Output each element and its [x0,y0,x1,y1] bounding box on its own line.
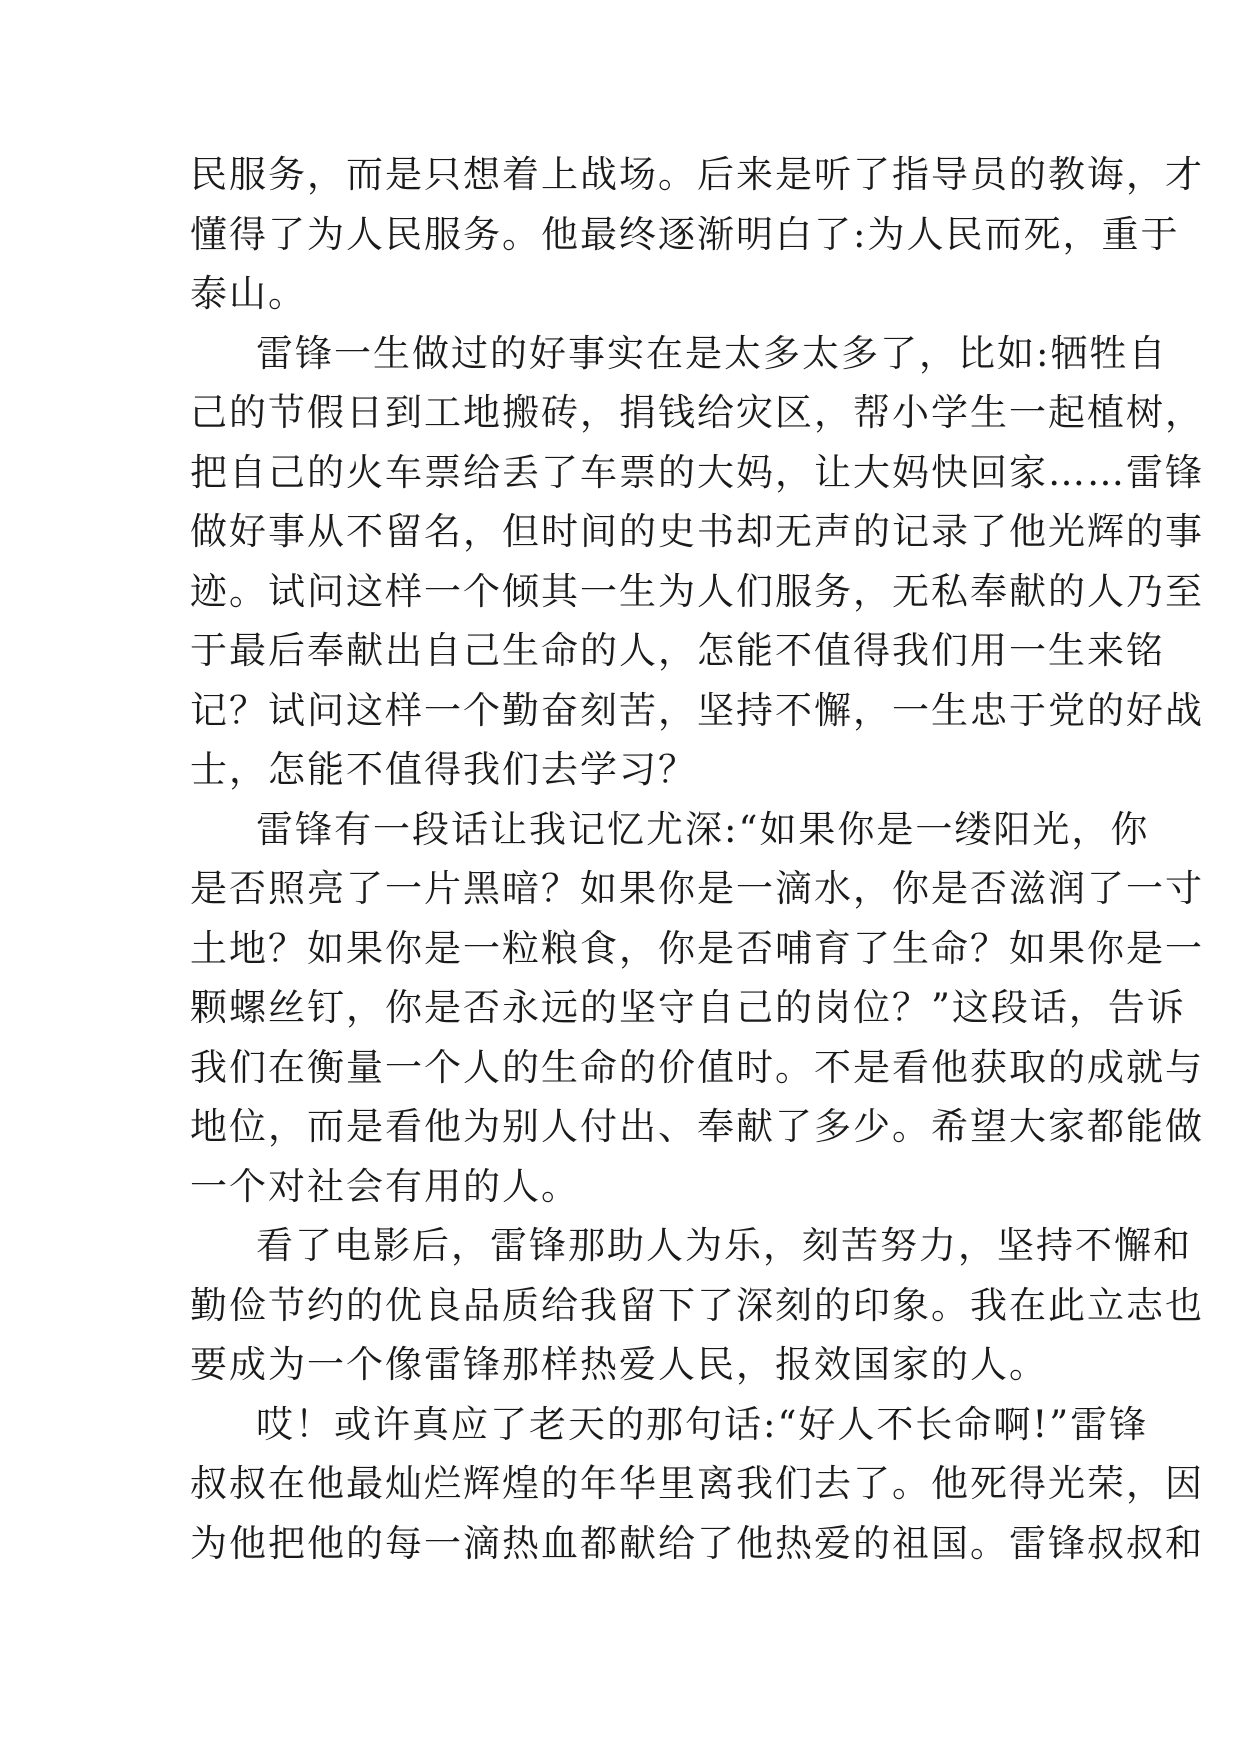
text-line: 记？试问这样一个勤奋刻苦，坚持不懈，一生忠于党的好战 [190,688,1204,732]
paragraph [190,1395,1204,1574]
text-line: 泰山。 [190,272,307,315]
text-line: 哎！或许真应了老天的那句话:“好人不长命啊!”雷锋 [256,1402,1149,1446]
text-line: 颗螺丝钉，你是否永远的坚守自己的岗位？”这段话，告诉 [190,986,1186,1029]
text-line: 士，怎能不值得我们去学习？ [190,748,697,791]
text-line: 要成为一个像雷锋那样热爱人民，报效国家的人。 [190,1343,1048,1386]
text-line: 我们在衡量一个人的生命的价值时。不是看他获取的成就与 [190,1045,1204,1089]
text-line: 看了电影后，雷锋那助人为乐，刻苦努力，坚持不懈和 [256,1224,1192,1267]
text-line: 叔叔在他最灿烂辉煌的年华里离我们去了。他死得光荣，因 [190,1462,1204,1505]
text-line: 迹。试问这样一个倾其一生为人们服务，无私奉献的人乃至 [190,569,1204,613]
text-line: 己的节假日到工地搬砖，捐钱给灾区，帮小学生一起植树， [190,391,1204,434]
text-line: 一个对社会有用的人。 [190,1164,580,1208]
text-line: 把自己的火车票给丢了车票的大妈，让大妈快回家……雷锋 [190,450,1204,494]
text-line: 地位，而是看他为别人付出、奉献了多少。希望大家都能做 [190,1105,1204,1148]
text-line: 土地？如果你是一粒粮食，你是否哺育了生命？如果你是一 [190,926,1204,970]
text-line: 民服务，而是只想着上战场。后来是听了指导员的教诲，才 [190,153,1204,196]
text-line: 为他把他的每一滴热血都献给了他热爱的祖国。雷锋叔叔和 [190,1521,1204,1565]
paragraph [190,145,1204,324]
text-line: 雷锋一生做过的好事实在是太多太多了，比如:牺牲自 [256,331,1168,375]
paragraph [190,800,1204,1217]
text-line: 做好事从不留名，但时间的史书却无声的记录了他光辉的事 [190,510,1204,553]
text-line: 是否照亮了一片黑暗？如果你是一滴水，你是否滋润了一寸 [190,867,1204,910]
paragraph [190,1216,1204,1395]
paragraph [190,324,1204,800]
text-line: 懂得了为人民服务。他最终逐渐明白了:为人民而死，重于 [190,212,1180,256]
document-body [190,145,1204,1573]
text-line: 勤俭节约的优良品质给我留下了深刻的印象。我在此立志也 [190,1283,1204,1327]
text-line: 于最后奉献出自己生命的人，怎能不值得我们用一生来铭 [190,629,1165,672]
text-line: 雷锋有一段话让我记忆尤深:“如果你是一缕阳光，你 [256,807,1150,851]
